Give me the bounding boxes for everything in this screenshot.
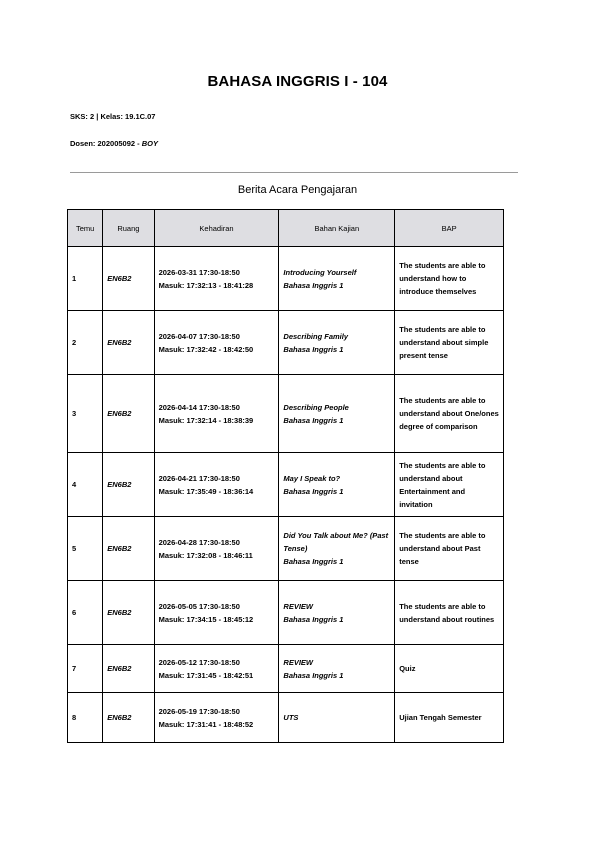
- dosen-info: [70, 139, 158, 148]
- divider: [70, 172, 518, 173]
- bahan-title: Did You Talk about Me? (Past Tense): [283, 531, 389, 553]
- header-bap: BAP: [395, 210, 504, 247]
- cell-bap: The students are able to understand about One/ones degree of comparison: [395, 375, 504, 453]
- section-title: Berita Acara Pengajaran: [237, 184, 358, 196]
- table-row: [68, 645, 504, 693]
- cell-ruang: EN6B2: [103, 311, 154, 375]
- cell-temu: 5: [68, 517, 103, 581]
- sks-kelas-info: SKS: 2 | Kelas: 19.1C.07: [70, 112, 156, 121]
- header-kehadiran: Kehadiran: [154, 210, 279, 247]
- kehadiran-masuk: Masuk: 17:31:41 - 18:48:52: [158, 719, 254, 729]
- cell-kehadiran: [154, 375, 279, 453]
- cell-kehadiran: [154, 645, 279, 693]
- cell-bahan-kajian: [279, 581, 395, 645]
- kehadiran-jadwal: 2026-03-31 17:30-18:50: [158, 267, 240, 277]
- kehadiran-masuk: Masuk: 17:32:42 - 18:42:50: [158, 344, 254, 354]
- table-row: [68, 693, 504, 743]
- cell-ruang: EN6B2: [103, 645, 154, 693]
- dosen-name: BOY: [141, 139, 158, 148]
- cell-bap: The students are able to understand about Past tense: [395, 517, 504, 581]
- kehadiran-masuk: Masuk: 17:32:14 - 18:38:39: [158, 415, 254, 425]
- cell-ruang: EN6B2: [103, 247, 154, 311]
- bahan-course: Bahasa Inggris 1: [283, 344, 344, 354]
- cell-ruang: EN6B2: [103, 453, 154, 517]
- cell-bahan-kajian: [279, 693, 395, 743]
- cell-bahan-kajian: [279, 311, 395, 375]
- cell-temu: 4: [68, 453, 103, 517]
- cell-temu: 1: [68, 247, 103, 311]
- kehadiran-masuk: Masuk: 17:34:15 - 18:45:12: [158, 614, 254, 624]
- bahan-title: Describing People: [283, 402, 349, 412]
- cell-temu: 8: [68, 693, 103, 743]
- bahan-course: Bahasa Inggris 1: [283, 280, 344, 290]
- cell-kehadiran: [154, 311, 279, 375]
- table-row: [68, 311, 504, 375]
- kehadiran-masuk: Masuk: 17:32:13 - 18:41:28: [158, 280, 254, 290]
- cell-bap: Quiz: [395, 645, 504, 693]
- cell-ruang: EN6B2: [103, 581, 154, 645]
- kehadiran-jadwal: 2026-04-07 17:30-18:50: [158, 331, 240, 341]
- cell-bahan-kajian: [279, 375, 395, 453]
- bahan-title: UTS: [283, 713, 299, 722]
- table-row: [68, 247, 504, 311]
- cell-temu: 3: [68, 375, 103, 453]
- kehadiran-jadwal: 2026-04-14 17:30-18:50: [158, 402, 240, 412]
- cell-bahan-kajian: [279, 517, 395, 581]
- table-body: [68, 247, 504, 743]
- table-header-row: [68, 210, 504, 247]
- bahan-course: Bahasa Inggris 1: [283, 486, 344, 496]
- dosen-label: Dosen:: [70, 139, 98, 148]
- cell-bap: Ujian Tengah Semester: [395, 693, 504, 743]
- bahan-course: Bahasa Inggris 1: [283, 614, 344, 624]
- header-bahan-kajian: Bahan Kajian: [279, 210, 395, 247]
- header-temu: Temu: [68, 210, 103, 247]
- bahan-course: Bahasa Inggris 1: [283, 670, 344, 680]
- kehadiran-jadwal: 2026-05-05 17:30-18:50: [158, 601, 240, 611]
- bahan-title: Introducing Yourself: [283, 267, 357, 277]
- cell-kehadiran: [154, 517, 279, 581]
- kehadiran-masuk: Masuk: 17:31:45 - 18:42:51: [158, 670, 254, 680]
- bahan-title: REVIEW: [283, 601, 314, 611]
- table-row: [68, 517, 504, 581]
- bahan-course: Bahasa Inggris 1: [283, 557, 344, 566]
- cell-kehadiran: [154, 247, 279, 311]
- table-row: [68, 453, 504, 517]
- cell-ruang: EN6B2: [103, 375, 154, 453]
- kehadiran-jadwal: 2026-04-28 17:30-18:50: [158, 537, 240, 547]
- cell-bap: The students are able to understand about routines: [395, 581, 504, 645]
- cell-bahan-kajian: [279, 247, 395, 311]
- table-row: [68, 581, 504, 645]
- cell-bap: The students are able to understand about Entertainment and invitation: [395, 453, 504, 517]
- table-row: [68, 375, 504, 453]
- bahan-course: Bahasa Inggris 1: [283, 415, 344, 425]
- kehadiran-jadwal: 2026-05-19 17:30-18:50: [158, 706, 240, 716]
- cell-bahan-kajian: [279, 645, 395, 693]
- cell-kehadiran: [154, 453, 279, 517]
- bahan-title: Describing Family: [283, 331, 349, 341]
- bahan-title: REVIEW: [283, 657, 314, 667]
- header-ruang: Ruang: [103, 210, 154, 247]
- cell-kehadiran: [154, 581, 279, 645]
- cell-temu: 6: [68, 581, 103, 645]
- kehadiran-jadwal: 2026-04-21 17:30-18:50: [158, 473, 240, 483]
- cell-ruang: EN6B2: [103, 693, 154, 743]
- kehadiran-jadwal: 2026-05-12 17:30-18:50: [158, 657, 240, 667]
- kehadiran-masuk: Masuk: 17:35:49 - 18:36:14: [158, 486, 254, 496]
- bahan-title: May I Speak to?: [283, 473, 341, 483]
- dosen-id: 202005092 -: [97, 139, 142, 148]
- cell-ruang: EN6B2: [103, 517, 154, 581]
- kehadiran-masuk: Masuk: 17:32:08 - 18:46:11: [158, 550, 253, 560]
- cell-temu: 2: [68, 311, 103, 375]
- cell-bap: The students are able to understand about simple present tense: [395, 311, 504, 375]
- cell-kehadiran: [154, 693, 279, 743]
- cell-bahan-kajian: [279, 453, 395, 517]
- cell-bap: The students are able to understand how to introduce themselves: [395, 247, 504, 311]
- page-title: BAHASA INGGRIS I - 104: [207, 73, 388, 90]
- berita-acara-table: [67, 209, 504, 743]
- cell-temu: 7: [68, 645, 103, 693]
